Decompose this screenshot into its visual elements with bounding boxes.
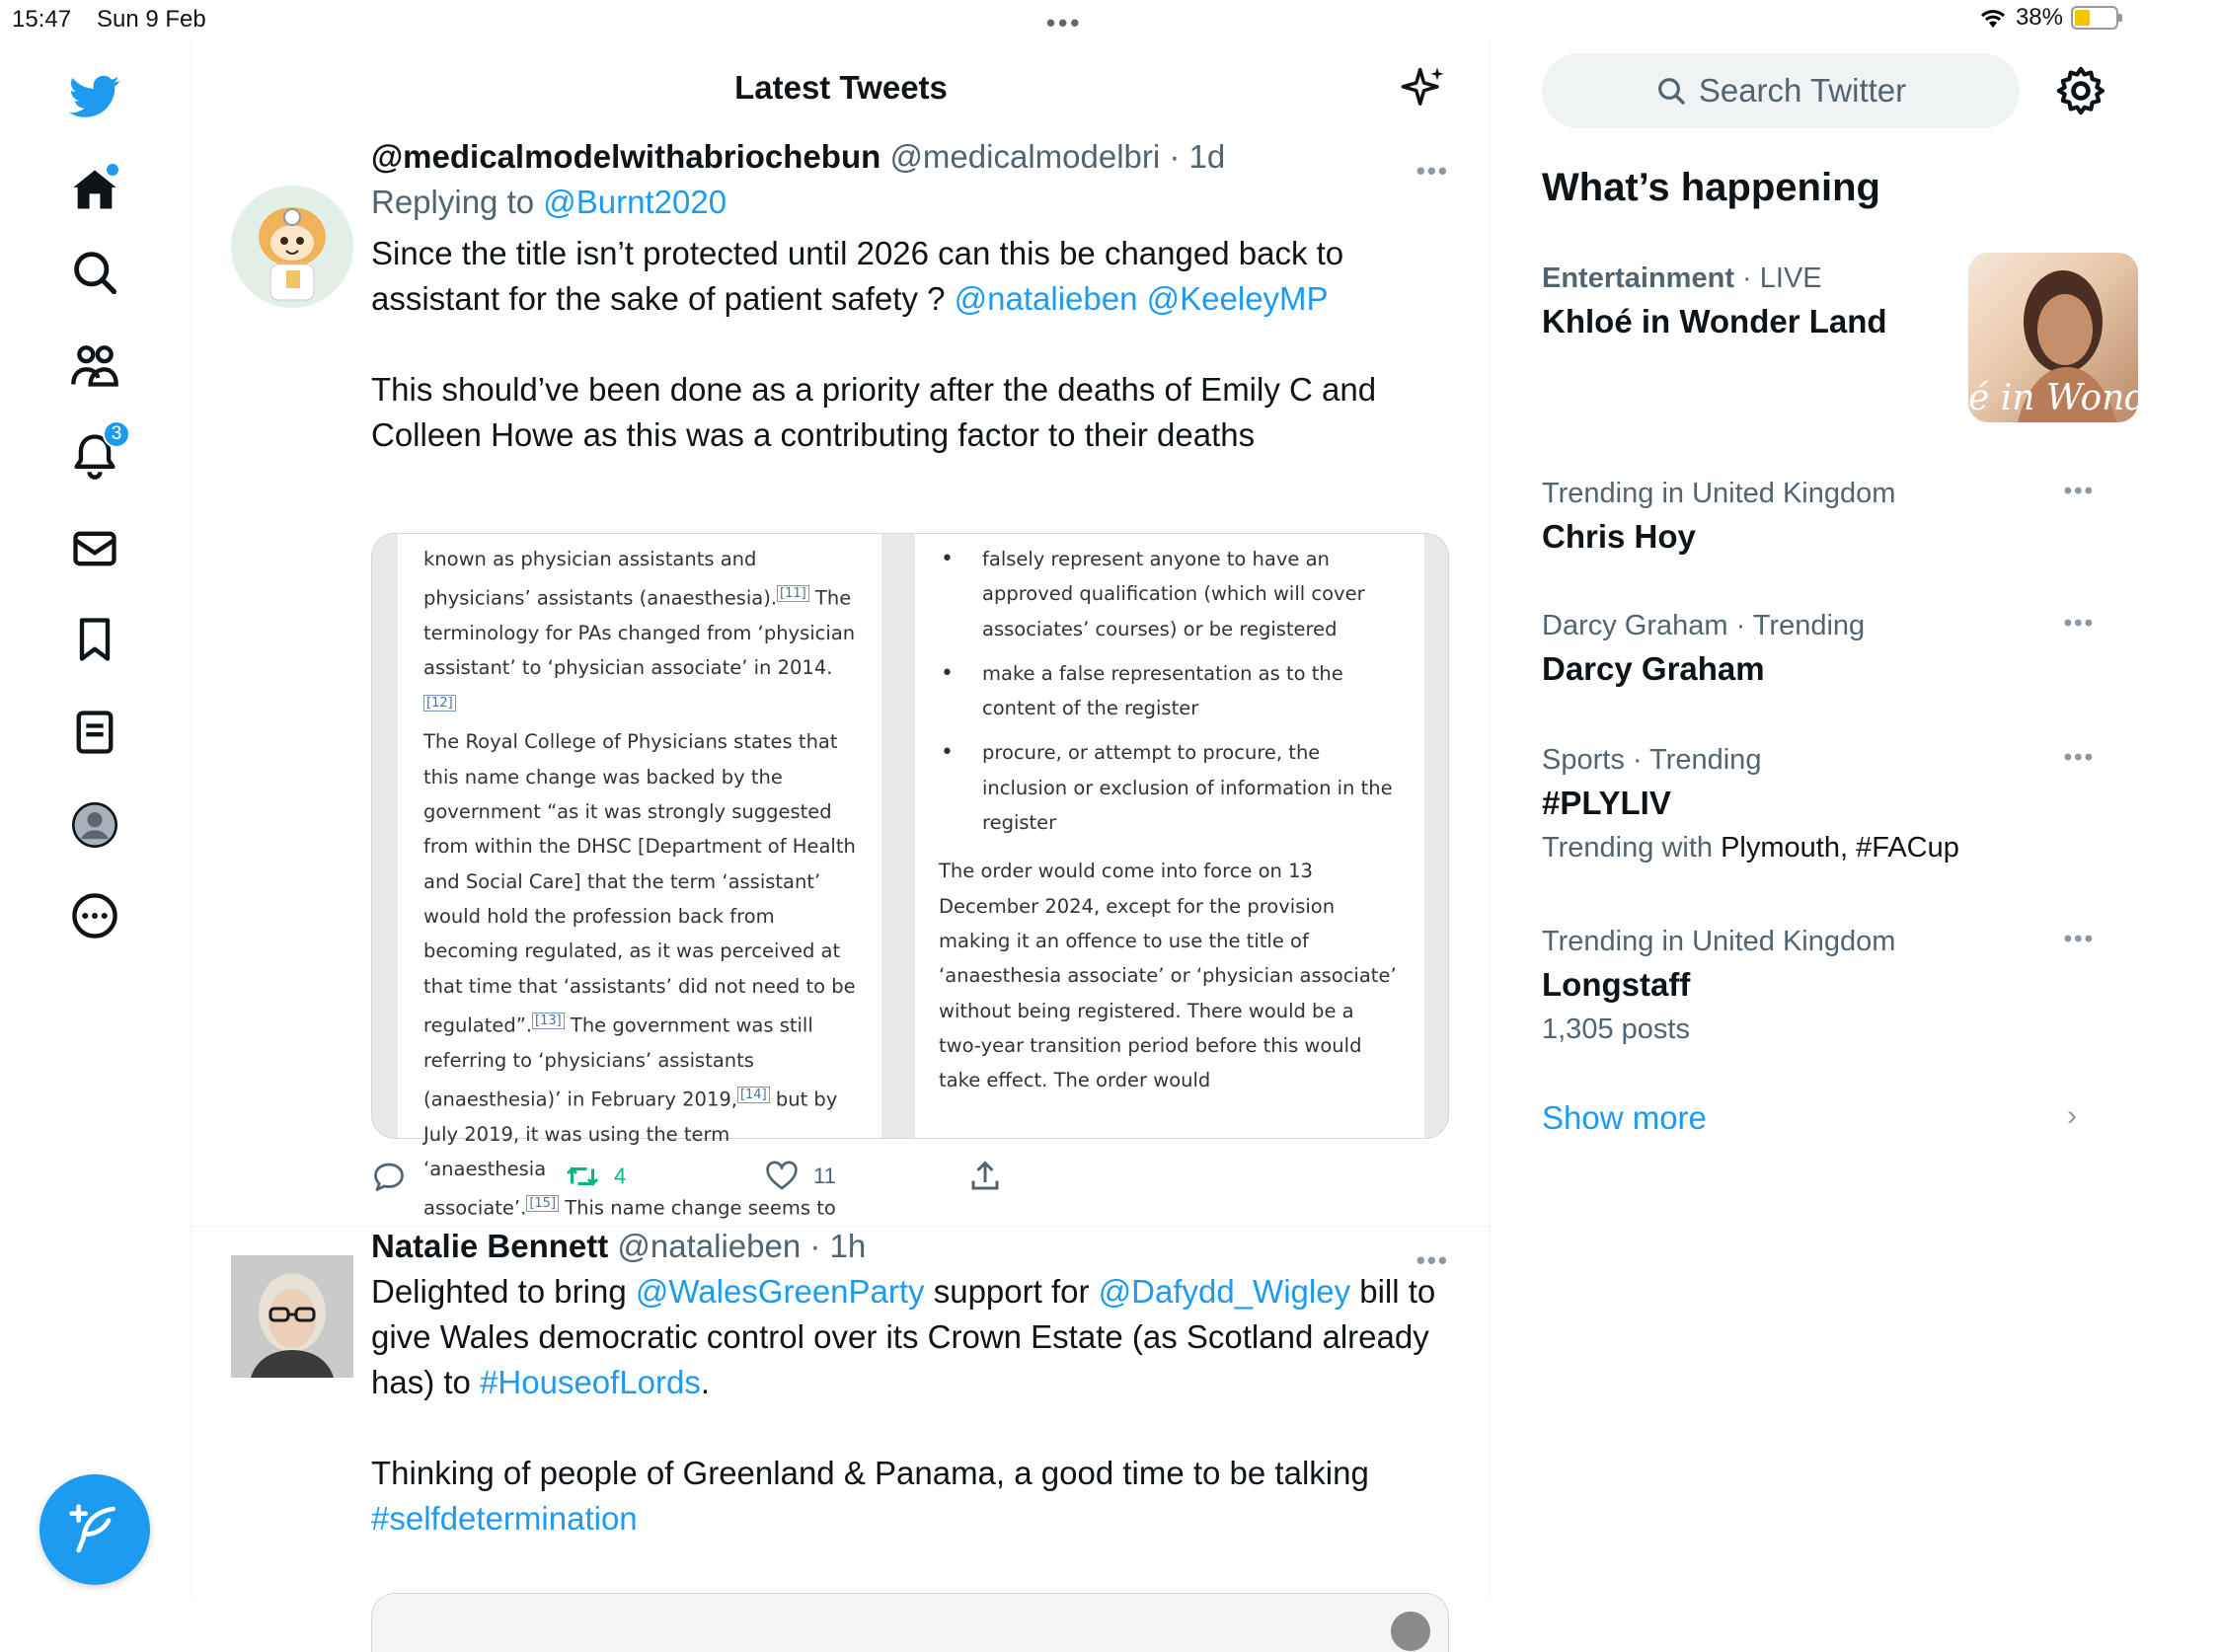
doc-line: and Social Care] that the term ‘assistant’ xyxy=(423,869,821,893)
doc-line: that time that ‘assistants’ did not need to be xyxy=(423,974,856,998)
document-page-right xyxy=(915,534,1424,1138)
search-placeholder: Search Twitter xyxy=(1698,72,1907,109)
separator: · xyxy=(1733,263,1760,294)
tweet-actions xyxy=(371,1159,1358,1208)
trend-item[interactable] xyxy=(1542,263,2220,418)
tweet-text-paragraph xyxy=(371,1451,1451,1541)
trend-item[interactable] xyxy=(1542,744,2095,864)
wifi-icon xyxy=(1978,6,2008,30)
tweet-body xyxy=(371,138,1451,458)
trend-category: Trending in United Kingdom xyxy=(1542,926,1896,957)
trend-more-icon[interactable]: ••• xyxy=(2063,478,2095,504)
doc-line: becoming regulated, as it was perceived at xyxy=(423,939,841,963)
trend-more-icon[interactable]: ••• xyxy=(2063,744,2095,771)
doc-text: This name change seems to xyxy=(559,1196,836,1220)
search-input[interactable] xyxy=(1542,53,2020,128)
separator: · xyxy=(809,1228,821,1264)
doc-reference: [12] xyxy=(423,695,456,712)
doc-line: government “as it was strongly suggested xyxy=(423,800,832,824)
hashtag-link[interactable]: #selfdetermination xyxy=(371,1500,638,1537)
trend-subtext xyxy=(1542,832,2095,864)
trend-item[interactable] xyxy=(1542,610,2095,688)
doc-text: (anaesthesia)’ in February 2019, xyxy=(423,1088,737,1111)
doc-line xyxy=(423,1078,858,1117)
like-count: 11 xyxy=(813,1164,836,1188)
page-title: Latest Tweets xyxy=(734,69,948,106)
sparkle-icon[interactable] xyxy=(1399,63,1450,114)
doc-line: would hold the profession back from xyxy=(423,904,775,928)
doc-reference: [13] xyxy=(532,1013,565,1029)
doc-text: assistant’ to ‘physician associate’ in 2014. xyxy=(423,656,833,680)
document-page-left xyxy=(398,534,881,1220)
tweet[interactable] xyxy=(191,138,1491,1227)
doc-line: terminology for PAs changed from ‘physician xyxy=(423,622,856,645)
reply-icon xyxy=(371,1159,407,1194)
doc-line: this name change was backed by the xyxy=(423,765,783,788)
doc-reference: [15] xyxy=(526,1195,559,1212)
profile-icon[interactable] xyxy=(65,795,124,855)
bookmarks-icon[interactable] xyxy=(65,610,124,669)
doc-paragraph: The order would come into force on 13 December 2024, except for the provision making it an offence to use the title of ‘anaesthesia associate’ or ‘physician associate’ without being registered. There would be a two-year transition period before this would take effect. The order would xyxy=(939,860,1397,1092)
retweet-count: 4 xyxy=(614,1164,627,1188)
trend-post-count: 1,305 posts xyxy=(1542,1014,1690,1045)
doc-text: but by xyxy=(769,1088,838,1111)
separator: · xyxy=(1169,138,1181,175)
author-name[interactable]: @medicalmodelwithabriochebun xyxy=(371,138,881,175)
tweet-text-segment: . xyxy=(700,1364,711,1400)
communities-icon[interactable] xyxy=(65,336,124,395)
trend-topic: Darcy Graham xyxy=(1542,650,1765,687)
whats-happening-title: What’s happening xyxy=(1542,166,1880,209)
status-time: 15:47 xyxy=(12,6,72,33)
tweet-text-segment: bill to give Wales democratic control over its Crown Estate (as Scotland already has) to xyxy=(371,1273,1436,1400)
trend-sub-items: Plymouth, #FACup xyxy=(1713,832,1959,864)
doc-reference: [14] xyxy=(737,1087,770,1103)
show-more-link[interactable]: Show more xyxy=(1542,1099,1707,1136)
media-badge-icon xyxy=(1391,1612,1430,1651)
avatar[interactable] xyxy=(231,1255,353,1378)
tweet-text-spacer xyxy=(371,1405,1451,1451)
tweet-more-icon[interactable]: ••• xyxy=(1416,1245,1449,1275)
left-nav xyxy=(0,39,191,1599)
notifications-icon[interactable] xyxy=(65,423,124,486)
share-icon xyxy=(967,1159,1003,1194)
battery-percent: 38% xyxy=(2015,4,2063,31)
search-icon[interactable] xyxy=(65,243,124,302)
mention-link[interactable]: @KeeleyMP xyxy=(1146,280,1329,317)
reply-to-link[interactable]: @Burnt2020 xyxy=(543,184,727,220)
tweet-text-segment: Delighted to bring xyxy=(371,1273,636,1310)
trend-topic: Khloé in Wonder Land xyxy=(1542,303,1887,339)
tweet-text-segment: Thinking of people of Greenland & Panama, a good time to be talking xyxy=(371,1455,1369,1491)
tweet-time[interactable]: 1h xyxy=(829,1228,867,1264)
trend-topic: Longstaff xyxy=(1542,966,1691,1003)
doc-line xyxy=(423,576,858,616)
trend-sub-prefix: Trending with xyxy=(1542,832,1714,864)
doc-bullet: • make a false representation as to the content of the register xyxy=(939,656,1401,726)
tweet-text-segment: support for xyxy=(924,1273,1099,1310)
battery-icon xyxy=(2071,6,2118,30)
trend-category: Sports · Trending xyxy=(1542,744,1762,776)
timeline xyxy=(191,39,1491,1599)
trend-category: Entertainment xyxy=(1542,263,1734,294)
home-unread-dot xyxy=(107,164,118,176)
doc-line: July 2019, it was using the term ‘anaesthesia xyxy=(423,1122,730,1181)
doc-bullet: • falsely represent anyone to have an approved qualification (which will cover associates’ courses) or be registered xyxy=(939,542,1401,646)
doc-line xyxy=(423,1004,858,1043)
multitasking-dots-icon[interactable]: ••• xyxy=(1046,8,1083,38)
status-right xyxy=(1978,4,2118,32)
mention-link[interactable]: @WalesGreenParty xyxy=(635,1273,925,1310)
tweet[interactable] xyxy=(191,1228,1491,1603)
doc-text: regulated”. xyxy=(423,1014,533,1037)
doc-text: The government was still xyxy=(564,1014,813,1037)
trend-more-icon[interactable]: ••• xyxy=(2063,926,2095,952)
doc-line: from within the DHSC [Department of Health xyxy=(423,835,856,859)
trend-category: Trending in United Kingdom xyxy=(1542,478,1896,509)
hashtag-link[interactable]: #HouseofLords xyxy=(480,1364,701,1400)
trend-topic: Chris Hoy xyxy=(1542,518,1696,555)
home-icon[interactable] xyxy=(65,160,124,219)
tweet-text-line xyxy=(371,276,1451,322)
chevron-right-icon: › xyxy=(2067,1099,2077,1132)
doc-line xyxy=(423,650,858,724)
tweet-text xyxy=(371,231,1451,458)
like-button[interactable] xyxy=(764,1159,836,1194)
mention-link[interactable]: @natalieben xyxy=(954,280,1138,317)
avatar[interactable] xyxy=(231,186,353,308)
retweet-icon xyxy=(565,1159,600,1194)
mention-link[interactable]: @Dafydd_Wigley xyxy=(1098,1273,1351,1310)
trend-topic: #PLYLIV xyxy=(1542,785,1671,821)
tweet-body xyxy=(371,1228,1451,1541)
author-handle[interactable]: @natalieben xyxy=(617,1228,802,1264)
trend-item[interactable] xyxy=(1542,926,2095,1046)
author-handle[interactable]: @medicalmodelbri xyxy=(889,138,1161,175)
feather-plus-icon xyxy=(67,1502,122,1557)
doc-line: referring to ‘physicians’ assistants xyxy=(423,1048,754,1072)
trend-item[interactable] xyxy=(1542,478,2095,556)
search-icon xyxy=(1655,75,1687,107)
tweet-text-paragraph: This should’ve been done as a priority after the deaths of Emily C and Colleen Howe as this was a contributing factor to their deaths xyxy=(371,371,1377,453)
live-label: LIVE xyxy=(1759,263,1822,294)
gear-icon[interactable] xyxy=(2053,63,2108,118)
thumbnail-caption: é in Wonder L xyxy=(1968,378,2220,418)
status-bar xyxy=(0,0,2132,39)
doc-line: known as physician assistants and xyxy=(423,548,757,570)
tweet-text xyxy=(371,1269,1451,1541)
reply-button[interactable] xyxy=(371,1159,407,1194)
tweet-more-icon[interactable]: ••• xyxy=(1416,156,1449,186)
author-name[interactable]: Natalie Bennett xyxy=(371,1228,609,1264)
reply-context xyxy=(371,184,1451,221)
doc-line: The Royal College of Physicians states that xyxy=(423,730,838,754)
doc-bullet: • procure, or attempt to procure, the inclusion or exclusion of information in the register xyxy=(939,735,1401,840)
notifications-badge: 3 xyxy=(103,420,130,448)
trend-thumbnail[interactable] xyxy=(1968,253,2220,422)
lists-icon[interactable] xyxy=(65,703,124,762)
doc-reference: [11] xyxy=(777,585,809,602)
more-icon[interactable] xyxy=(65,886,124,945)
tweet-text-segment: assistant for the sake of patient safety ? xyxy=(371,280,946,317)
share-button[interactable] xyxy=(967,1159,1003,1194)
trend-more-icon[interactable]: ••• xyxy=(2063,610,2095,637)
reply-prefix: Replying to xyxy=(371,184,535,220)
tweet-header xyxy=(371,138,1451,176)
tweet-header xyxy=(371,1228,1451,1265)
right-sidebar xyxy=(1491,39,2220,1599)
tweet-text-line: Since the title isn’t protected until 2026 can this be changed back to xyxy=(371,235,1344,271)
trend-category: Darcy Graham · Trending xyxy=(1542,610,1866,641)
tweet-text-paragraph xyxy=(371,1269,1451,1405)
tweet-time[interactable]: 1d xyxy=(1188,138,1226,175)
twitter-logo-icon[interactable] xyxy=(65,67,124,126)
compose-tweet-button[interactable] xyxy=(39,1474,150,1585)
doc-text: associate’. xyxy=(423,1196,527,1220)
tweet-text-spacer xyxy=(371,322,1451,367)
heart-icon xyxy=(764,1159,800,1194)
doc-text: physicians’ assistants (anaesthesia). xyxy=(423,586,778,610)
messages-icon[interactable] xyxy=(65,519,124,578)
retweet-button[interactable] xyxy=(565,1159,626,1194)
tweet-media[interactable] xyxy=(371,1593,1449,1652)
status-date: Sun 9 Feb xyxy=(97,6,206,33)
doc-text: The xyxy=(808,586,852,610)
tweet-media[interactable] xyxy=(371,533,1449,1220)
